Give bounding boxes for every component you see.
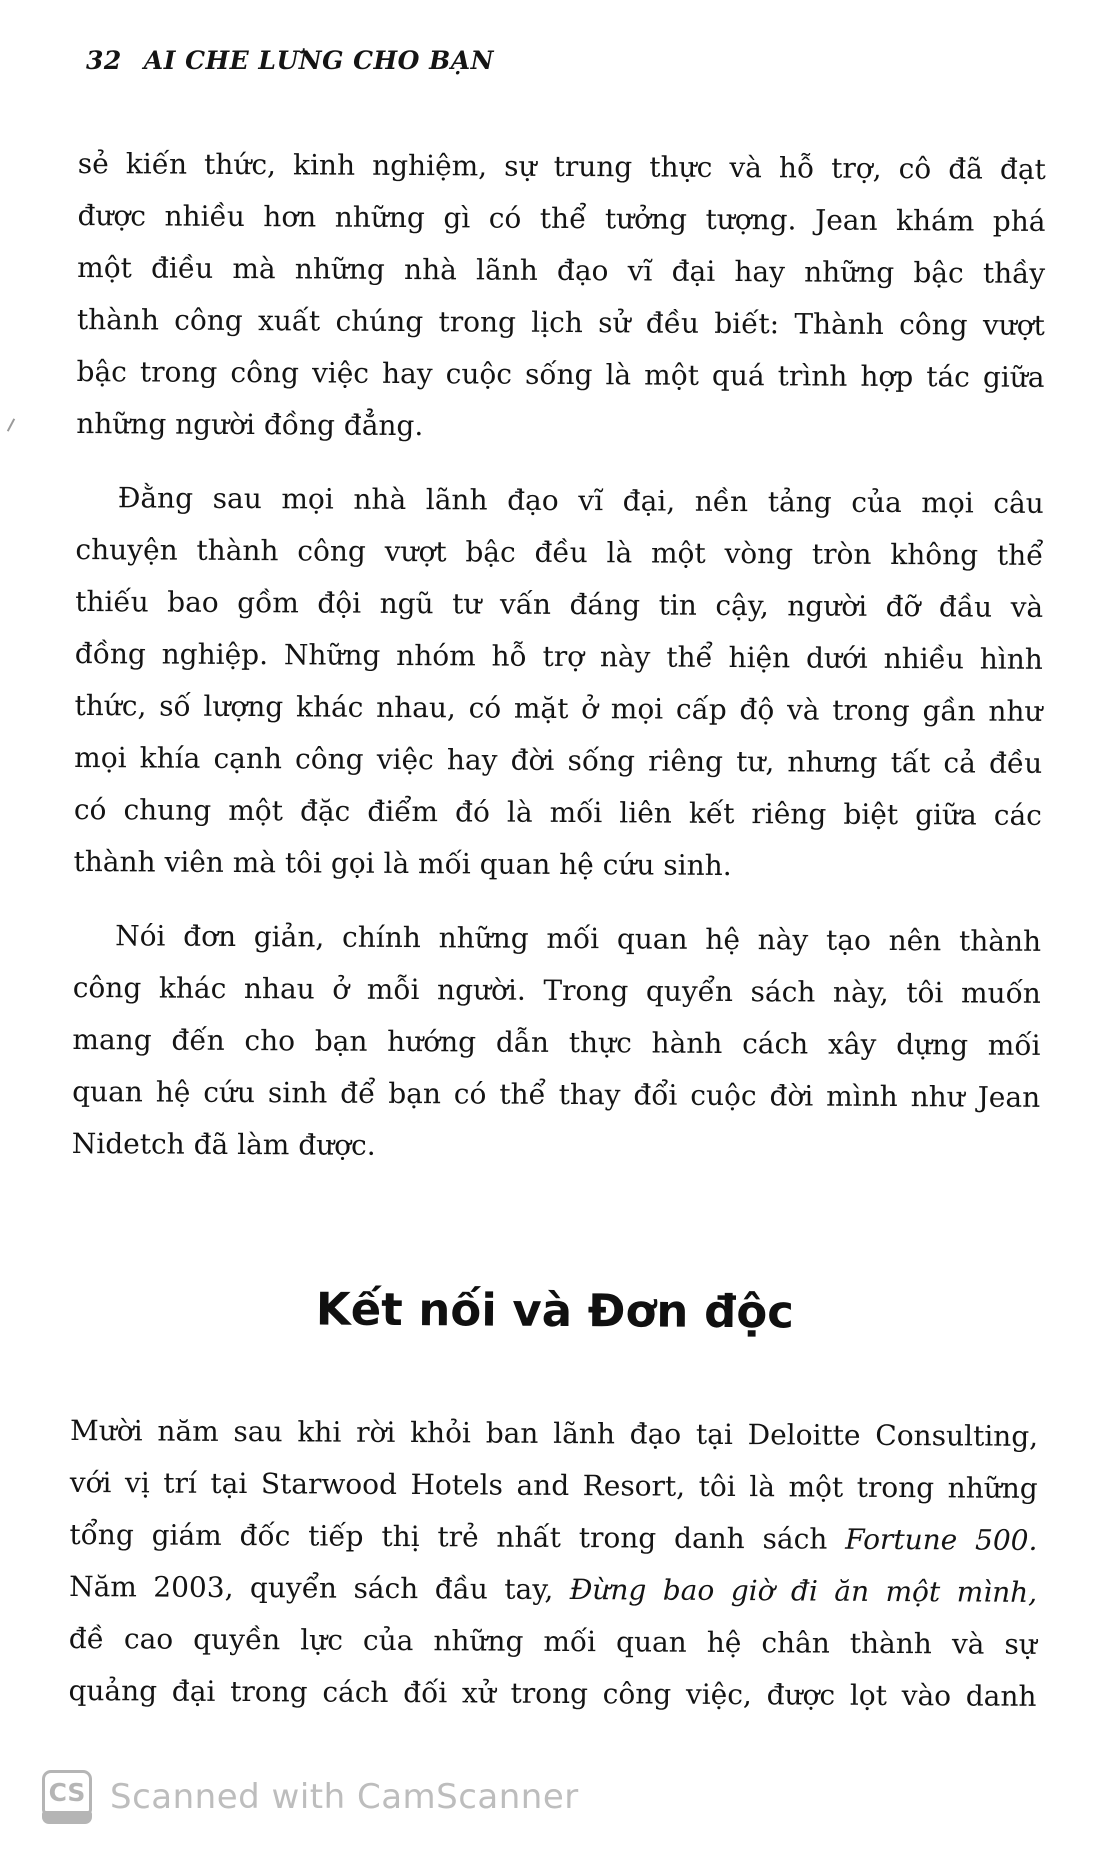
text-line: được nhiều hơn những gì có thể tưởng tượng. Jean khám phá: [77, 198, 1046, 238]
text-line: công khác nhau ở mỗi người. Trong quyển sách này, tôi muốn: [72, 970, 1041, 1010]
text-line: một điều mà những nhà lãnh đạo vĩ đại hay những bậc thầy: [77, 250, 1046, 290]
paragraph: [73, 472, 1044, 894]
text-line: Nidetch đã làm được.: [71, 1126, 376, 1162]
text-line: với vị trí tại Starwood Hotels and Resort, tôi là một trong những: [69, 1465, 1038, 1505]
text-line: bậc trong công việc hay cuộc sống là một quá trình hợp tác giữa: [76, 354, 1045, 394]
text-line: thức, số lượng khác nhau, có mặt ở mọi cấp độ và trong gần như: [74, 688, 1043, 728]
text-line: thiếu bao gồm đội ngũ tư vấn đáng tin cậy, người đỡ đầu và: [75, 584, 1044, 624]
text-line: chuyện thành công vượt bậc đều là một vòng tròn không thể: [75, 532, 1044, 572]
text-line: những người đồng đẳng.: [76, 406, 424, 443]
text-line: có chung một đặc điểm đó là mối liên kết riêng biệt giữa các: [73, 792, 1042, 832]
text-line: mang đến cho bạn hướng dẫn thực hành cách xây dựng mối: [72, 1022, 1041, 1062]
text-line: thành công xuất chúng trong lịch sử đều biết: Thành công vượt: [76, 302, 1045, 342]
page-number: 32: [86, 46, 122, 75]
watermark-text: Scanned with CamScanner: [110, 1777, 579, 1817]
text-line: Nói đơn giản, chính những mối quan hệ này tạo nên thành: [115, 919, 1042, 958]
scan-artifact-mark: [7, 418, 15, 431]
text-line: Đằng sau mọi nhà lãnh đạo vĩ đại, nền tảng của mọi câu: [117, 481, 1044, 520]
text-line: quảng đại trong cách đối xử trong công việc, được lọt vào danh: [68, 1673, 1037, 1713]
cs-logo-text: CS: [42, 1770, 92, 1814]
text-line: Mười năm sau khi rời khỏi ban lãnh đạo tại Deloitte Consulting,: [70, 1413, 1039, 1453]
text-line: mọi khía cạnh công việc hay đời sống riêng tư, nhưng tất cả đều: [74, 740, 1043, 780]
paragraph: [76, 138, 1046, 456]
cs-logo-bar: [42, 1811, 92, 1824]
paragraphs-after: [68, 1405, 1038, 1723]
page-text-content: [68, 138, 1046, 1745]
text-line: sẻ kiến thức, kinh nghiệm, sự trung thực và hỗ trợ, cô đã đạt: [77, 146, 1046, 186]
running-header: [86, 46, 494, 75]
running-title: AI CHE LƯNG CHO BẠN: [143, 46, 495, 75]
text-line: đồng nghiệp. Những nhóm hỗ trợ này thể hiện dưới nhiều hình: [74, 636, 1043, 676]
section-heading: Kết nối và Đơn độc: [315, 1282, 795, 1339]
paragraphs-before: [72, 138, 1046, 1176]
text-line: thành viên mà tôi gọi là mối quan hệ cứu sinh.: [73, 844, 732, 883]
paragraph: [68, 1405, 1038, 1723]
paragraph: [72, 910, 1042, 1176]
camscanner-watermark: [42, 1770, 579, 1824]
text-line: Năm 2003, quyển sách đầu tay, Đừng bao giờ đi ăn một mình,: [69, 1569, 1038, 1609]
text-line: quan hệ cứu sinh để bạn có thể thay đổi cuộc đời mình như Jean: [72, 1074, 1041, 1114]
text-line: tổng giám đốc tiếp thị trẻ nhất trong danh sách Fortune 500.: [69, 1517, 1038, 1557]
text-line: đề cao quyền lực của những mối quan hệ chân thành và sự: [68, 1621, 1037, 1661]
camscanner-logo-icon: [42, 1770, 92, 1824]
